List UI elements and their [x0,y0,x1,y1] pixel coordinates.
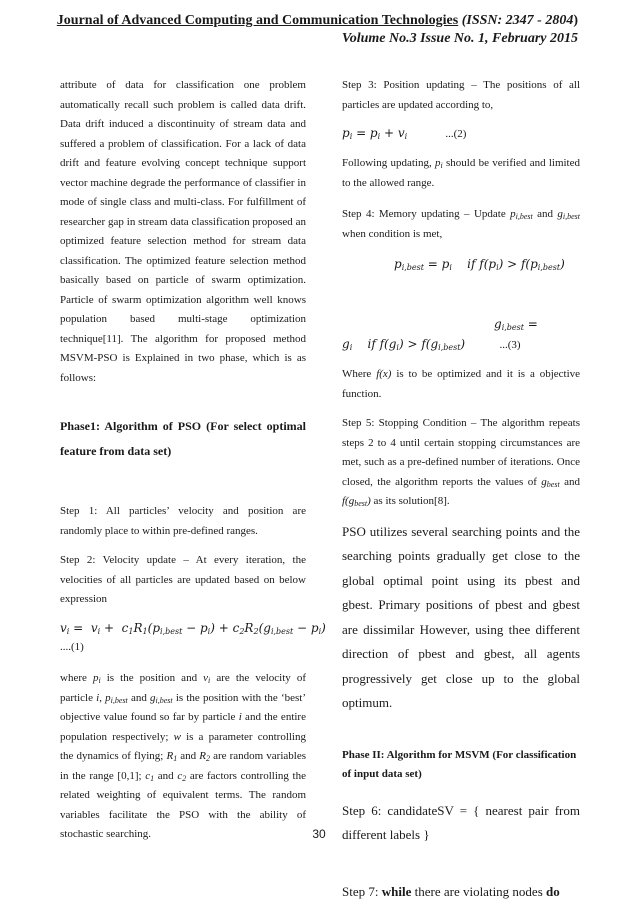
pso-paragraph: PSO utilizes several searching points and the searching points gradually get close to the global optimal point using its pbest and gbest. Primary positions of pbest and gbest are dissimilar However, using thee different direction of pbest and gbest, all agents progressively get close up to the global optimum. [342,520,580,716]
issn-close: ) [573,13,578,28]
phase2-heading: Phase II: Algorithm for MSVM (For classification of input data set) [342,746,580,785]
equation-1-number: ....(1) [60,638,306,658]
after-update-paragraph: Following updating, $p_i$ should be verified and limited to the allowed range. [342,154,580,193]
step6-paragraph: Step 6: candidateSV = { nearest pair from different labels } [342,799,580,848]
equation-2: $p_i = p_i + v_i$ ...(2) [342,123,580,144]
phase1-heading: Phase1: Algorithm of PSO (For select optimal feature from data set) [60,414,306,464]
where-paragraph: where $p_i$ is the position and $v_i$ are the velocity of particle i, $p_{i,best}$ and $g_{i,best}$ is the position with the ‘best’ objective value found so far by particle i and the entire population respectively; w is a parameter controlling the dynamics of flying; $R_1$ and $R_2$ are random variables in the range [0,1]; $c_1$ and $c_2$ are factors controlling the related weighting of equivalent terms. The random variables facilitate the PSO with the ability of stochastic searching. [60,669,306,845]
equation-3-number: ...(3) [499,339,520,351]
step5-paragraph: Step 5: Stopping Condition – The algorithm repeats steps 2 to 4 until certain stopping circumstances are met, such as a pre-defined number of iterations. Once closed, the algorithm reports the values of $g_{best}$ and $f(g_{best})$ as its solution[8]. [342,414,580,512]
step3-paragraph: Step 3: Position updating – The positions of all particles are updated according to, [342,76,580,115]
right-column [342,76,580,904]
step7-paragraph: Step 7: while there are violating nodes do [342,880,580,904]
equation-1: $v_i = v_i + c_1R_1(p_{i,best} - p_i) + c_2R_2(g_{i,best} - p_i)$ [60,618,306,638]
step2-paragraph: Step 2: Velocity update – At every iteration, the velocities of all particles are updated based on below expression [60,551,306,610]
journal-header-line [0,12,578,30]
page-number: 30 [0,827,638,841]
journal-issn: (ISSN: 2347 - 2804 [462,13,574,28]
journal-title: Journal of Advanced Computing and Communication Technologies [57,13,458,28]
step4-paragraph: Step 4: Memory updating – Update $p_{i,best}$ and $g_{i,best}$ when condition is met, [342,205,580,244]
equation-2-number: ...(2) [445,128,466,140]
intro-paragraph: attribute of data for classification one problem automatically recall such problem is called data drift. Data drift induced a discontinuity of stream data and suffered a problem of classification. For a lack of data drift and feature evolving concept technique support vector machine degrade the performance of classifier in mode of single class and multi-class. For fulfillment of researcher gap in stream data classification proposed an optimized feature selection method for stream data classification. The optimized feature selection method basically based on particle of swarm optimization. Particle of swarm optimization algorithm well knows population based multi-stage optimization technique[11]. The algorithm for proposed method MSVM-PSO is Explained in two phase, which is as follows: [60,76,306,388]
step1-paragraph: Step 1: All particles’ velocity and position are randomly place to within pre-defined ranges. [60,502,306,541]
equation-3b-lhs: $g_{i,best}$ = [342,314,580,334]
page-header [0,12,578,48]
equation-3a: $p_{i,best} = p_i$ if $f(p_i) > f(p_{i,best})$ [342,254,580,274]
journal-volume: Volume No.3 Issue No. 1, February 2015 [0,30,578,48]
equation-3b: $g_i$ if $f(g_i) > f(g_{i,best})$ ...(3) [342,334,580,355]
where-f-paragraph: Where f(x) is to be optimized and it is a objective function. [342,365,580,404]
left-column [60,76,306,845]
